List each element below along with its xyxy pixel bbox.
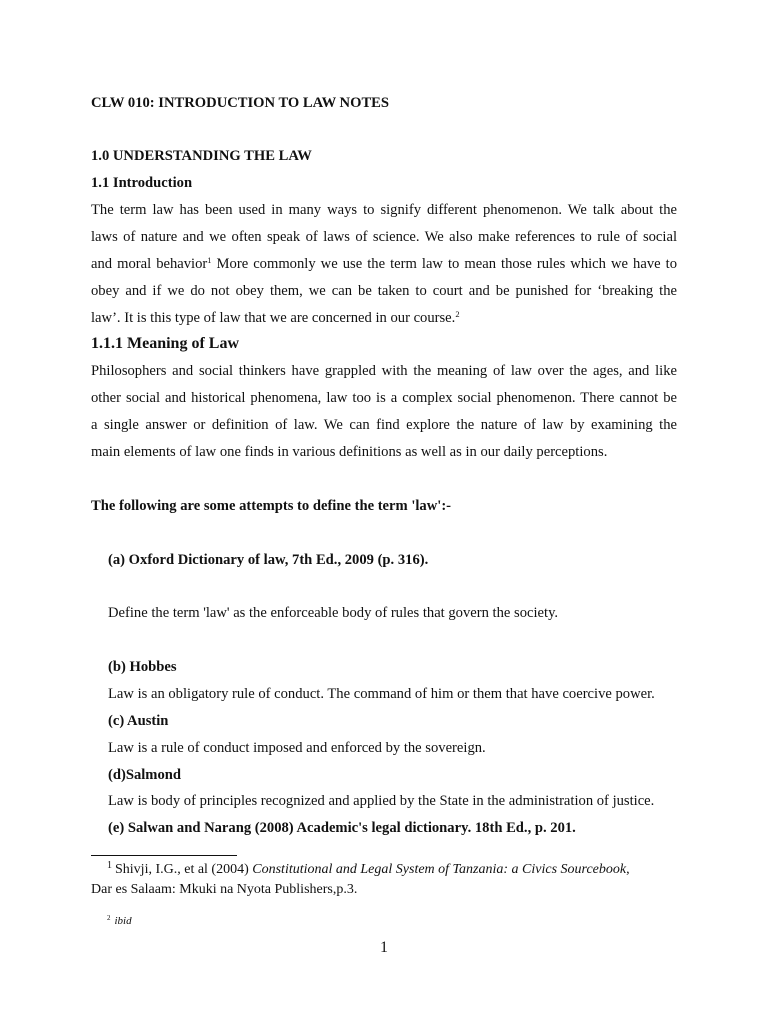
meaning-paragraph-line: main elements of law one finds in various definitions as well as in our daily perceptions.: [91, 444, 608, 460]
intro-paragraph-line: The term law has been used in many ways to signify different phenomenon. We talk about the: [91, 202, 677, 218]
section-heading: 1.0 UNDERSTANDING THE LAW: [91, 148, 312, 164]
intro-paragraph-line: laws of nature and we often speak of laws of science. We also make references to rule of social: [91, 229, 677, 245]
definition-heading: (e) Salwan and Narang (2008) Academic's legal dictionary. 18th Ed., p. 201.: [108, 820, 576, 836]
footnote-ref-2: 2: [455, 309, 460, 319]
intro-text: law’. It is this type of law that we are concerned in our course.: [91, 310, 456, 326]
intro-text: and moral behavior: [91, 256, 208, 272]
footnote-1-title: Constitutional and Legal System of Tanzania: a Civics Sourcebook: [252, 862, 627, 877]
footnote-ref-1: 1: [207, 255, 212, 265]
definition-heading: (d)Salmond: [108, 767, 181, 783]
meaning-heading: 1.1.1 Meaning of Law: [91, 335, 239, 352]
footnote-1-author: Shivji, I.G., et al (2004): [115, 862, 253, 877]
attempts-heading: The following are some attempts to define the term 'law':-: [91, 498, 452, 514]
definition-text: Law is body of principles recognized and applied by the State in the administration of justice.: [108, 793, 655, 809]
footnote-2-mark: 2: [107, 914, 111, 922]
intro-paragraph-line: [91, 255, 677, 273]
intro-paragraph-line: [91, 309, 677, 327]
intro-paragraph-line: obey and if we do not obey them, we can be taken to court and be punished for ‘breaking the: [91, 283, 677, 299]
footnote-2: [107, 915, 132, 927]
definition-heading: (b) Hobbes: [108, 659, 177, 675]
footnote-1-mark: 1: [107, 860, 112, 871]
intro-text: More commonly we use the term law to mean those rules which we have to: [211, 256, 677, 272]
meaning-paragraph-line: Philosophers and social thinkers have grappled with the meaning of law over the ages, and like: [91, 363, 677, 379]
definition-text: Law is a rule of conduct imposed and enforced by the sovereign.: [108, 740, 486, 756]
subsection-heading: 1.1 Introduction: [91, 175, 193, 191]
footnote-separator: [91, 855, 237, 856]
footnote-1-line2: Dar es Salaam: Mkuki na Nyota Publishers,p.3.: [91, 882, 358, 897]
meaning-paragraph-line: a single answer or definition of law. We can find explore the nature of law by examining the: [91, 417, 677, 433]
definition-text: Define the term 'law' as the enforceable body of rules that govern the society.: [108, 605, 559, 621]
footnote-2-text: ibid: [114, 915, 132, 927]
definition-text: Law is an obligatory rule of conduct. The command of him or them that have coercive power.: [108, 686, 655, 702]
definition-heading: (c) Austin: [108, 713, 169, 729]
definition-heading: (a) Oxford Dictionary of law, 7th Ed., 2009 (p. 316).: [108, 552, 429, 568]
document-title: CLW 010: INTRODUCTION TO LAW NOTES: [91, 95, 390, 111]
meaning-paragraph-line: other social and historical phenomena, law too is a complex social phenomenon. There cannot be: [91, 390, 677, 406]
footnote-1-punct: ,: [626, 862, 630, 877]
footnote-1: [91, 861, 691, 879]
page-number: 1: [380, 939, 388, 956]
